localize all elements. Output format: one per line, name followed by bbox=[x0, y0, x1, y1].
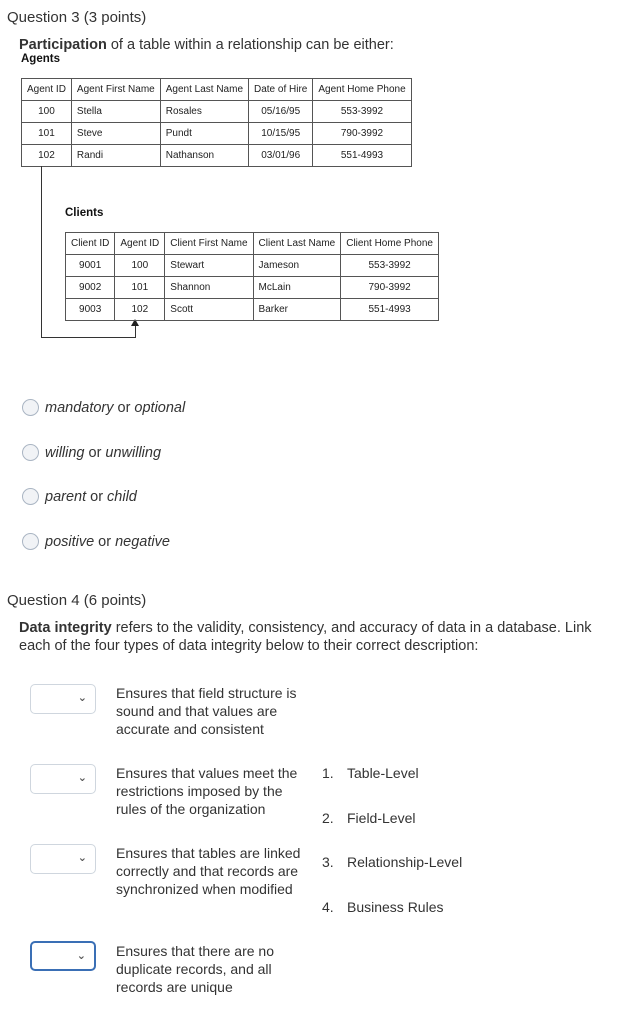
table-cell: 9002 bbox=[66, 277, 115, 299]
table-cell: Stewart bbox=[165, 255, 253, 277]
table-cell: 553-3992 bbox=[341, 255, 439, 277]
answer-choice: 2. Field-Level bbox=[322, 810, 416, 826]
match-description: Ensures that values meet the restrictions imposed by the rules of the organization bbox=[116, 765, 298, 817]
column-header: Agent Last Name bbox=[160, 79, 248, 101]
table-header-row bbox=[22, 79, 412, 101]
radio-button[interactable] bbox=[22, 533, 39, 550]
table-cell: 790-3992 bbox=[313, 123, 411, 145]
table-cell: 100 bbox=[22, 101, 72, 123]
match-description: Ensures that tables are linked correctly and that records are synchronized when modified bbox=[116, 845, 301, 897]
question-3-title: Question 3 (3 points) bbox=[7, 9, 147, 26]
agents-table bbox=[21, 78, 412, 167]
table-cell: 551-4993 bbox=[341, 299, 439, 321]
relationship-line-riser bbox=[135, 325, 136, 338]
column-header: Agent First Name bbox=[71, 79, 160, 101]
column-header: Client First Name bbox=[165, 233, 253, 255]
answer-choice: 1. Table-Level bbox=[322, 765, 419, 781]
column-header: Client Home Phone bbox=[341, 233, 439, 255]
radio-button[interactable] bbox=[22, 488, 39, 505]
table-cell: 101 bbox=[22, 123, 72, 145]
clients-table bbox=[65, 232, 439, 321]
table-cell: Nathanson bbox=[160, 145, 248, 167]
table-cell: Randi bbox=[71, 145, 160, 167]
table-cell: 102 bbox=[22, 145, 72, 167]
relationship-line-horizontal bbox=[41, 337, 136, 338]
match-dropdown[interactable] bbox=[30, 684, 96, 714]
chevron-down-icon: ⌄ bbox=[77, 852, 87, 864]
column-header: Agent ID bbox=[22, 79, 72, 101]
table-row bbox=[66, 277, 439, 299]
column-header: Date of Hire bbox=[249, 79, 313, 101]
match-description: Ensures that field structure is sound and that values are accurate and consistent bbox=[116, 685, 297, 737]
column-header: Client Last Name bbox=[253, 233, 341, 255]
table-cell: 101 bbox=[115, 277, 165, 299]
radio-button[interactable] bbox=[22, 444, 39, 461]
match-dropdown[interactable] bbox=[30, 941, 96, 971]
column-header: Agent ID bbox=[115, 233, 165, 255]
chevron-down-icon: ⌄ bbox=[77, 692, 87, 704]
match-description: Ensures that there are no duplicate records, and all records are unique bbox=[116, 943, 274, 995]
agents-table-label: Agents bbox=[21, 53, 60, 65]
column-header: Client ID bbox=[66, 233, 115, 255]
question-4-title: Question 4 (6 points) bbox=[7, 592, 147, 609]
table-cell: Stella bbox=[71, 101, 160, 123]
table-cell: 03/01/96 bbox=[249, 145, 313, 167]
relationship-line-vertical bbox=[41, 166, 42, 338]
table-row bbox=[22, 145, 412, 167]
match-dropdown[interactable] bbox=[30, 764, 96, 794]
table-cell: 553-3992 bbox=[313, 101, 411, 123]
table-row bbox=[66, 299, 439, 321]
column-header: Agent Home Phone bbox=[313, 79, 411, 101]
table-cell: Steve bbox=[71, 123, 160, 145]
table-cell: 551-4993 bbox=[313, 145, 411, 167]
option-mandatory-optional[interactable]: mandatory or optional bbox=[22, 399, 185, 416]
match-dropdown[interactable] bbox=[30, 844, 96, 874]
table-cell: 100 bbox=[115, 255, 165, 277]
table-header-row bbox=[66, 233, 439, 255]
answer-choice: 4. Business Rules bbox=[322, 899, 444, 915]
table-cell: Rosales bbox=[160, 101, 248, 123]
table-cell: Jameson bbox=[253, 255, 341, 277]
question-4-prompt: Data integrity refers to the validity, consistency, and accuracy of data in a database. Link each of the four types of data integrity below to their correct description: bbox=[19, 620, 592, 654]
table-cell: 102 bbox=[115, 299, 165, 321]
table-cell: 9001 bbox=[66, 255, 115, 277]
chevron-down-icon: ⌄ bbox=[76, 950, 86, 962]
table-cell: Barker bbox=[253, 299, 341, 321]
table-cell: 9003 bbox=[66, 299, 115, 321]
table-cell: 10/15/95 bbox=[249, 123, 313, 145]
option-parent-child[interactable]: parent or child bbox=[22, 488, 137, 505]
clients-table-label: Clients bbox=[65, 207, 104, 219]
option-positive-negative[interactable]: positive or negative bbox=[22, 533, 170, 550]
table-cell: Pundt bbox=[160, 123, 248, 145]
option-willing-unwilling[interactable]: willing or unwilling bbox=[22, 444, 161, 461]
chevron-down-icon: ⌄ bbox=[77, 772, 87, 784]
table-row bbox=[22, 101, 412, 123]
answer-choice: 3. Relationship-Level bbox=[322, 854, 463, 870]
table-cell: McLain bbox=[253, 277, 341, 299]
question-3-prompt: Participation of a table within a relationship can be either: bbox=[19, 37, 394, 53]
table-cell: 790-3992 bbox=[341, 277, 439, 299]
table-cell: Scott bbox=[165, 299, 253, 321]
radio-button[interactable] bbox=[22, 399, 39, 416]
table-cell: 05/16/95 bbox=[249, 101, 313, 123]
table-cell: Shannon bbox=[165, 277, 253, 299]
table-row bbox=[66, 255, 439, 277]
table-row bbox=[22, 123, 412, 145]
